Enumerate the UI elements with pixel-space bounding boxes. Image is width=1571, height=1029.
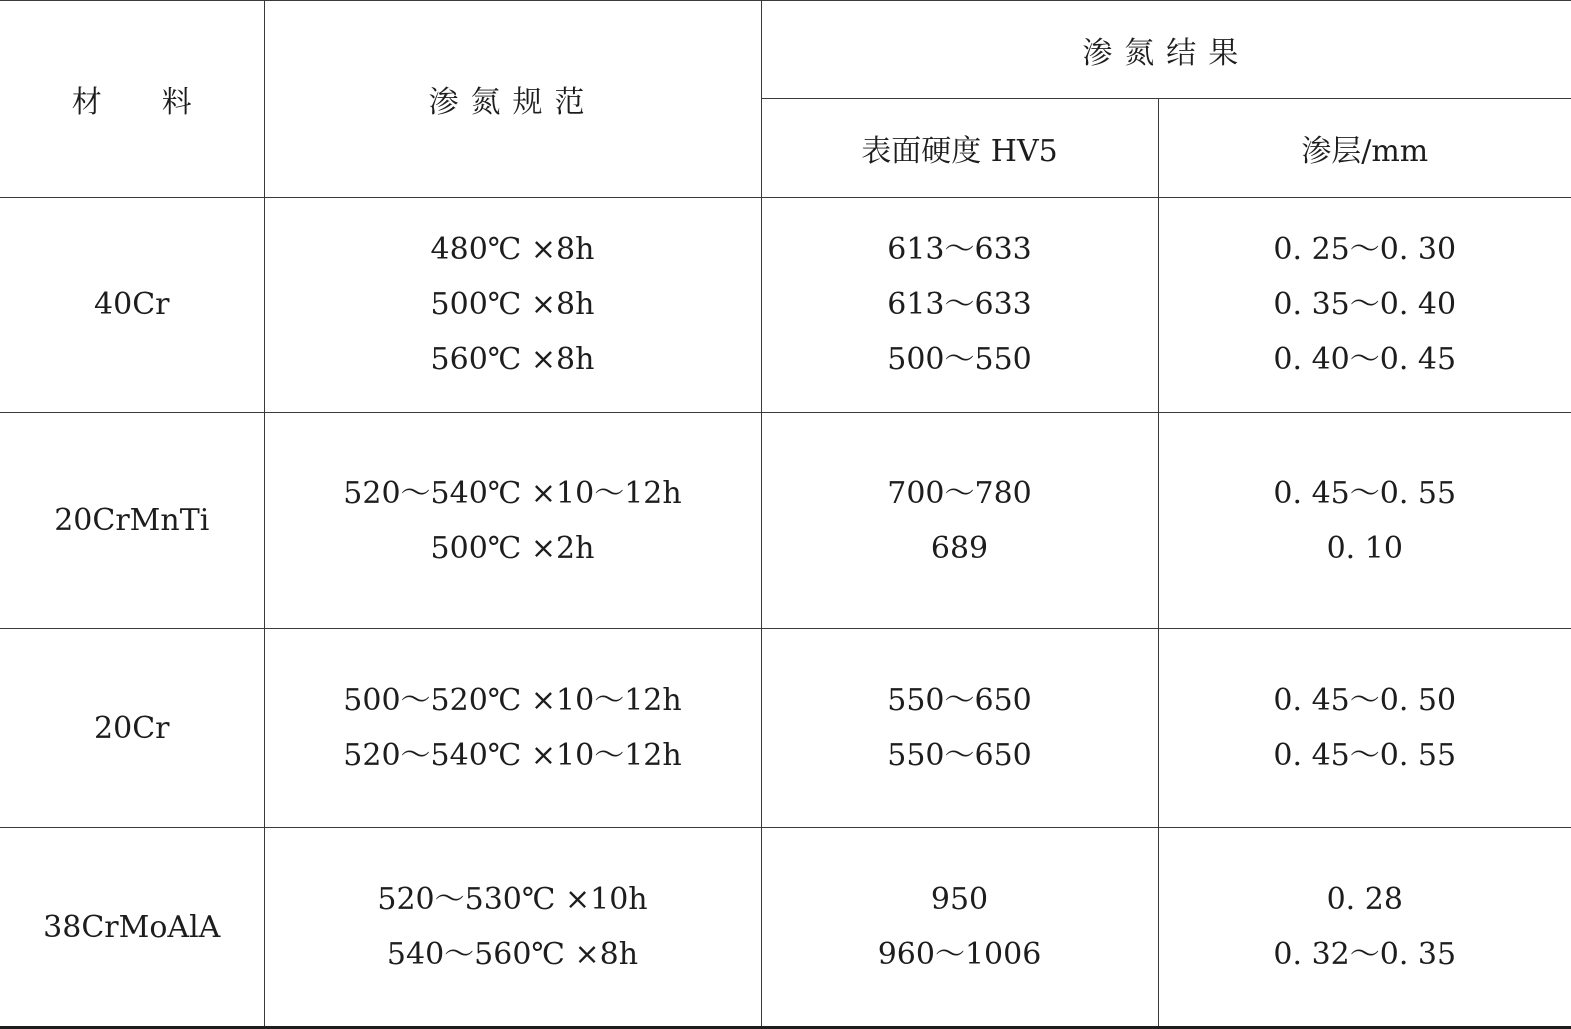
depth-cell xyxy=(1158,628,1571,828)
spec-value: 520～530℃ ×10h xyxy=(377,882,648,918)
spec-value: 500℃ ×8h xyxy=(430,287,595,323)
table-row xyxy=(0,628,1571,828)
depth-value: 0. 45～0. 55 xyxy=(1273,738,1457,774)
hardness-value: 613～633 xyxy=(887,287,1032,323)
hardness-cell xyxy=(761,828,1158,1028)
hardness-value: 700～780 xyxy=(887,475,1032,511)
hardness-value: 613～633 xyxy=(887,232,1032,268)
material-cell xyxy=(0,828,264,1028)
depth-cell xyxy=(1158,413,1571,629)
hardness-value: 550～650 xyxy=(887,738,1032,774)
header-result-label: 渗氮结果 xyxy=(1082,35,1251,71)
header-material-label: 材 料 xyxy=(71,84,192,120)
material-name: 20CrMnTi xyxy=(54,503,210,538)
header-spec-label: 渗氮规范 xyxy=(428,84,597,120)
spec-value: 540～560℃ ×8h xyxy=(386,937,639,973)
spec-value: 520～540℃ ×10～12h xyxy=(343,475,682,511)
header-spec xyxy=(264,1,761,198)
table-row xyxy=(0,828,1571,1028)
depth-value: 0. 10 xyxy=(1326,530,1403,566)
spec-cell xyxy=(264,413,761,629)
material-cell xyxy=(0,628,264,828)
depth-value: 0. 45～0. 50 xyxy=(1273,683,1457,719)
material-name: 40Cr xyxy=(94,287,170,323)
material-cell xyxy=(0,197,264,413)
header-hardness-label: 表面硬度 HV5 xyxy=(861,133,1058,169)
hardness-value: 689 xyxy=(930,530,989,566)
spec-value: 560℃ ×8h xyxy=(430,342,595,378)
depth-value: 0. 35～0. 40 xyxy=(1273,287,1457,323)
spec-value: 520～540℃ ×10～12h xyxy=(343,738,682,774)
hardness-cell xyxy=(761,413,1158,629)
depth-value: 0. 45～0. 55 xyxy=(1273,475,1457,511)
hardness-cell xyxy=(761,197,1158,413)
depth-value: 0. 28 xyxy=(1326,882,1403,918)
table-row xyxy=(0,197,1571,413)
hardness-value: 950 xyxy=(930,882,989,918)
spec-cell xyxy=(264,197,761,413)
header-depth-label: 渗层/mm xyxy=(1301,133,1429,169)
hardness-value: 960～1006 xyxy=(877,937,1042,973)
header-row-1 xyxy=(0,1,1571,99)
depth-cell xyxy=(1158,828,1571,1028)
header-hardness xyxy=(761,99,1158,197)
hardness-value: 500～550 xyxy=(887,342,1032,378)
spec-cell xyxy=(264,828,761,1028)
depth-value: 0. 40～0. 45 xyxy=(1273,342,1457,378)
depth-cell xyxy=(1158,197,1571,413)
depth-value: 0. 25～0. 30 xyxy=(1273,232,1457,268)
table-row xyxy=(0,413,1571,629)
spec-value: 480℃ ×8h xyxy=(430,232,595,268)
header-result xyxy=(761,1,1571,99)
material-cell xyxy=(0,413,264,629)
header-depth xyxy=(1158,99,1571,197)
spec-value: 500℃ ×2h xyxy=(430,530,595,566)
hardness-value: 550～650 xyxy=(887,683,1032,719)
material-name: 38CrMoAlA xyxy=(43,909,221,945)
header-material xyxy=(0,1,264,198)
material-name: 20Cr xyxy=(94,710,170,746)
spec-cell xyxy=(264,628,761,828)
spec-value: 500～520℃ ×10～12h xyxy=(343,683,682,719)
depth-value: 0. 32～0. 35 xyxy=(1273,937,1457,973)
hardness-cell xyxy=(761,628,1158,828)
